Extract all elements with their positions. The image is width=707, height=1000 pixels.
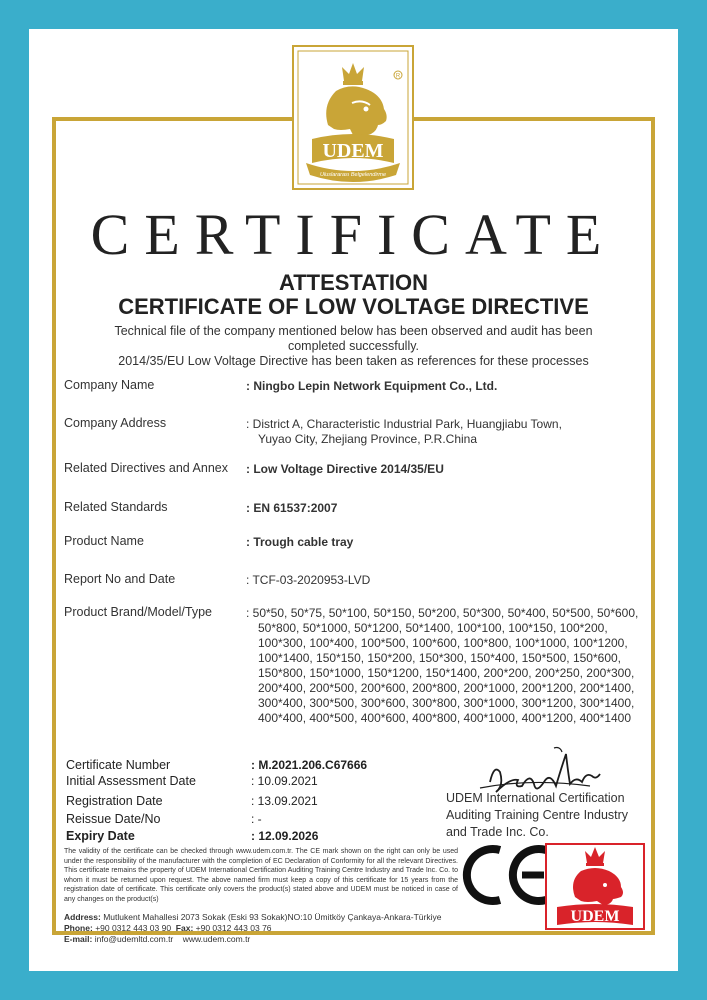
intro-line-2: completed successfully. [287,339,420,353]
address-label: Address: [64,912,101,922]
attestation-heading: ATTESTATION [278,270,429,295]
report-no-label: Report No and Date [64,572,176,586]
fax-label: Fax: [175,923,194,933]
fine-print: The validity of the certificate can be checked through www.udem.com.tr. The CE mark shown on the right can only be used under the responsibility of the manufacturer with the completion of EC Declaration of Conformity for all the relevant Directives. This certificate remains the property of UDEM International Certification Auditing Training Centre Industry and Trade Inc. Co. to whom it must be returned upon request. The above named firm must keep a copy of this certificate for 15 years from the registration date of certificate. This certificate only covers the product(s) stated above and UDEM must be noticed in case of any changes on the product(s) [64,848,458,903]
product-name-value: : Trough cable tray [246,535,354,549]
issuer-block [446,790,628,841]
company-name-label: Company Name [64,378,155,392]
models-line: 300*400, 300*500, 300*600, 300*800, 300*1000, 300*1200, 300*1400, [258,696,635,710]
models-line: 100*1400, 150*150, 150*200, 150*300, 150*400, 150*500, 150*600, [258,651,622,665]
udem-logo-bottom [545,843,645,930]
company-name-value: : Ningbo Lepin Network Equipment Co., Ltd. [246,379,498,393]
models-line: 150*800, 150*1000, 150*1200, 150*1400, 200*200, 200*250, 200*300, [258,666,635,680]
models-line: 50*800, 50*1000, 50*1200, 50*1400, 100*100, 100*150, 100*200, [258,621,608,635]
website-link[interactable]: www.udem.com.tr [182,934,251,944]
models-label: Product Brand/Model/Type [64,605,212,619]
footer-contacts [64,923,272,933]
product-name-label: Product Name [64,534,144,548]
certificate-title: CERTIFICATE [90,202,617,267]
reissue-value: : - [251,812,262,826]
report-no-value: : TCF-03-2020953-LVD [246,573,371,587]
initial-assessment-value: : 10.09.2021 [251,774,318,788]
logo-top-ribbon: Uluslararası Belgelendirme [319,172,387,178]
logo-top-brand: UDEM [322,140,384,162]
issuer-line-1: UDEM International Certification [446,791,625,805]
issuer-line-3: and Trade Inc. Co. [446,825,549,839]
models-line: 100*300, 100*400, 100*500, 100*600, 100*800, 100*1000, 100*1200, [258,636,628,650]
issuer-line-2: Auditing Training Centre Industry [446,808,629,822]
company-address-line-1: : District A, Characteristic Industrial Park, Huangjiabu Town, [246,417,562,431]
svg-text:R: R [395,73,401,80]
intro-line-3: 2014/35/EU Low Voltage Directive has been taken as references for these processes [118,354,589,368]
registration-date-value: : 13.09.2021 [251,794,318,808]
phone-value: +90 0312 443 03 90 [95,923,172,933]
intro-line-1: Technical file of the company mentioned below has been observed and audit has been [114,324,593,338]
udem-logo-top [292,45,414,190]
ce-mark [462,842,554,908]
initial-assessment-label: Initial Assessment Date [66,774,196,788]
models-line: 400*400, 400*500, 400*600, 400*800, 400*1000, 400*1200, 400*1400 [258,711,632,725]
related-standards-label: Related Standards [64,500,168,514]
company-address-label: Company Address [64,416,167,430]
related-directives-label: Related Directives and Annex [64,461,228,475]
related-standards-value: : EN 61537:2007 [246,501,338,515]
certificate-number-value: : M.2021.206.C67666 [251,758,368,772]
footer-address [64,912,441,922]
reissue-label: Reissue Date/No [66,812,161,826]
certificate-subtitle: CERTIFICATE OF LOW VOLTAGE DIRECTIVE [118,294,589,319]
expiry-date-label: Expiry Date [66,829,135,843]
phone-label: Phone: [64,923,93,933]
fax-value: +90 0312 443 03 76 [195,923,272,933]
certificate-number-label: Certificate Number [66,758,171,772]
models-line: 200*400, 200*500, 200*600, 200*800, 200*1000, 200*1200, 200*1400, [258,681,635,695]
related-directives-value: : Low Voltage Directive 2014/35/EU [246,462,444,476]
address-value: Mutlukent Mahallesi 2073 Sokak (Eski 93 Sokak)NO:10 Ümitköy Çankaya-Ankara-Türkiye [103,912,442,922]
company-address-line-2: Yuyao City, Zhejiang Province, P.R.China [258,432,478,446]
email-label: E-mail: [64,934,93,944]
expiry-date-value: : 12.09.2026 [251,829,319,843]
email-link[interactable]: info@udemltd.com.tr [94,934,174,944]
logo-bottom-brand: UDEM [570,908,620,925]
models-line: : 50*50, 50*75, 50*100, 50*150, 50*200, 50*300, 50*400, 50*500, 50*600, [246,606,639,620]
footer-email-web [64,934,250,944]
registration-date-label: Registration Date [66,794,163,808]
